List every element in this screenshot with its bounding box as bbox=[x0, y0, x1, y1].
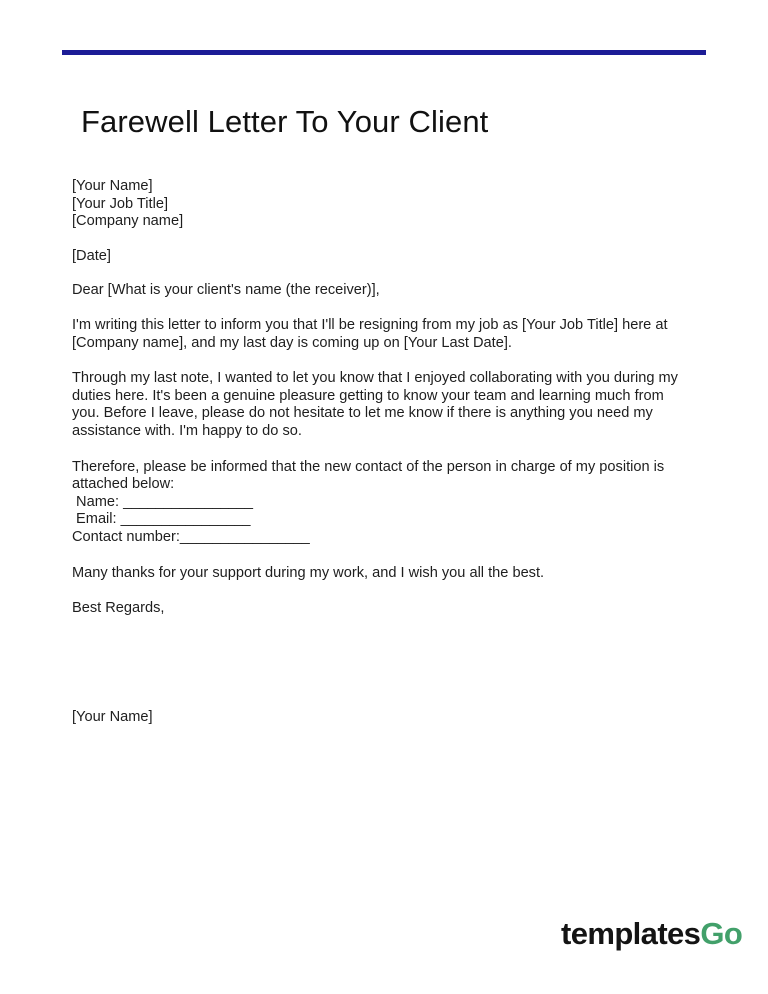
sender-company: [Company name] bbox=[72, 213, 184, 230]
spacer bbox=[72, 582, 694, 600]
sender-job-title: [Your Job Title] bbox=[72, 195, 168, 212]
contact-field-number: Contact number:________________ bbox=[72, 528, 310, 545]
spacer bbox=[72, 547, 694, 565]
contact-field-name: Name: ________________ bbox=[72, 493, 253, 510]
spacer bbox=[72, 231, 694, 248]
paragraph-resignation-notice: I'm writing this letter to inform you that I'll be resigning from my job as [Your Job Title] here at [Company name], and my last day is coming up on [Your Last Date]. bbox=[72, 316, 668, 351]
spacer bbox=[72, 441, 694, 459]
sender-address-block bbox=[72, 178, 694, 231]
logo-text-accent: Go bbox=[700, 916, 743, 951]
salutation: Dear [What is your client's name (the receiver)], bbox=[72, 282, 380, 299]
page-title: Farewell Letter To Your Client bbox=[81, 103, 489, 139]
paragraph-appreciation: Through my last note, I wanted to let you know that I enjoyed collaborating with you during my duties here. It's been a genuine pleasure getting to know your team and learning much from you. Before I leave, please do not hesitate to let me know if there is anything you need my assistance with. I'm happy to do so. bbox=[72, 370, 678, 439]
paragraph-handover: Therefore, please be informed that the new contact of the person in charge of my position is attached below: bbox=[72, 458, 665, 493]
logo-text-primary: templates bbox=[561, 916, 701, 951]
templatesgo-logo bbox=[561, 918, 742, 949]
closing-thanks: Many thanks for your support during my work, and I wish you all the best. bbox=[72, 564, 545, 581]
header-accent-rule bbox=[62, 50, 706, 55]
spacer bbox=[72, 300, 694, 317]
spacer bbox=[72, 352, 694, 370]
signature-name: [Your Name] bbox=[72, 708, 153, 725]
sender-name: [Your Name] bbox=[72, 178, 153, 194]
contact-fields-group bbox=[72, 494, 694, 547]
letter-body bbox=[72, 178, 694, 618]
contact-field-email: Email: ________________ bbox=[72, 511, 251, 528]
letter-date: [Date] bbox=[72, 247, 111, 264]
spacer bbox=[72, 265, 694, 282]
closing-salutation: Best Regards, bbox=[72, 600, 165, 617]
